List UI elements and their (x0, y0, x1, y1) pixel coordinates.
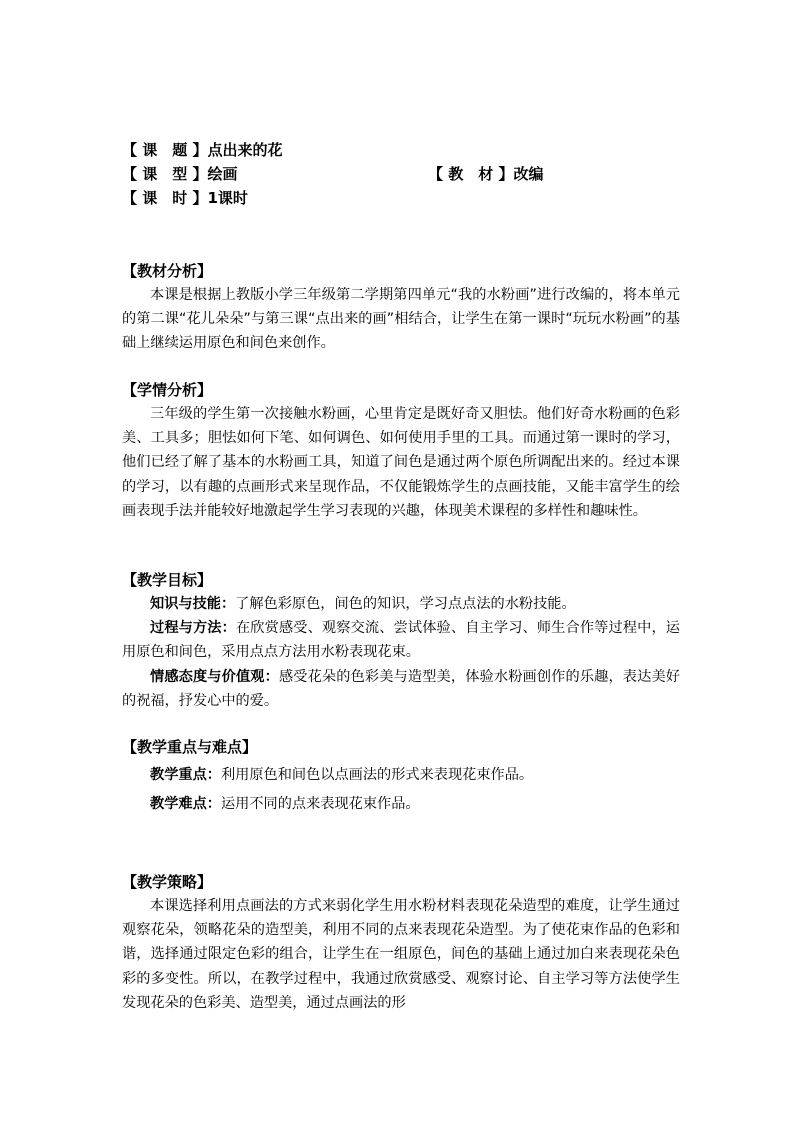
goal-knowledge (122, 592, 680, 616)
key-point (122, 763, 680, 788)
meta-type-label: 【 课 型 】 (122, 165, 208, 183)
goal-lead: 情感态度与价值观： (150, 668, 279, 685)
section-paragraph: 三年级的学生第一次接触水粉画，心里肯定是既好奇又胆怯。他们好奇水粉画的色彩美、工具多；胆怯如何下笔、如何调色、如何使用手里的工具。而通过第一课时的学习，他们已经了解了基本的水粉画工具，知道了间色是通过两个原色所调配出来的。经过本课的学习，以有趣的点画形式来呈现作品，不仅能锻炼学生的点画技能，又能丰富学生的绘画表现手法并能较好地激起学生学习表现的兴趣，体现美术课程的多样性和趣味性。 (122, 406, 680, 519)
section-heading: 【教材分析】 (122, 262, 213, 280)
goal-attitude (122, 665, 680, 713)
section-heading: 【教学策略】 (122, 873, 213, 891)
goal-process (122, 616, 680, 664)
goal-text: 了解色彩原色，间色的知识，学习点点法的水粉技能。 (235, 596, 576, 612)
section-student-analysis (122, 378, 680, 523)
section-heading: 【学情分析】 (122, 381, 213, 399)
section-paragraph: 本课选择利用点画法的方式来弱化学生用水粉材料表现花朵造型的难度，让学生通过观察花朵，领略花朵的造型美，利用不同的点来表现花朵造型。为了使花束作品的色彩和谐，选择通过限定色彩的组合，让学生在一组原色，间色的基础上通过加白来表现花朵色彩的多变性。所以，在教学过程中，我通过欣赏感受、观察讨论、自主学习等方法使学生发现花朵的色彩美、造型美，通过点画法的形 (122, 898, 680, 1011)
key-point-text: 利用原色和间色以点画法的形式来表现花束作品。 (220, 767, 534, 783)
section-heading: 【教学重点与难点】 (122, 738, 258, 756)
section-key-points (122, 735, 680, 817)
meta-topic (122, 140, 282, 160)
meta-type-value: 绘画 (207, 165, 238, 183)
meta-material-label: 【 教 材 】 (428, 165, 514, 183)
difficult-point (122, 792, 680, 817)
section-heading: 【教学目标】 (122, 571, 213, 589)
meta-topic-label: 【 课 题 】 (122, 141, 208, 159)
goal-lead: 知识与技能： (150, 596, 236, 612)
meta-topic-value: 点出来的花 (207, 141, 283, 159)
section-teaching-goals (122, 568, 680, 713)
goal-text: 在欣赏感受、观察交流、尝试体验、自主学习、师生合作等过程中，运用原色和间色，采用点点方法用水粉表现花束。 (122, 620, 680, 661)
key-point-lead: 教学重点： (150, 767, 221, 783)
meta-hours (122, 188, 248, 208)
key-point-text: 运用不同的点来表现花束作品。 (220, 796, 420, 812)
section-teaching-strategy (122, 870, 680, 1015)
goal-lead: 过程与方法： (150, 620, 236, 637)
meta-material-value: 改编 (513, 165, 544, 183)
meta-hours-label: 【 课 时 】 (122, 189, 208, 207)
key-point-lead: 教学难点： (150, 796, 221, 812)
section-material-analysis (122, 259, 680, 356)
meta-hours-value: 1课时 (207, 189, 248, 207)
section-paragraph: 本课是根据上教版小学三年级第二学期第四单元“我的水粉画”进行改编的，将本单元的第二课“花儿朵朵”与第三课“点出来的画”相结合，让学生在第一课时“玩玩水粉画”的基础上继续运用原色和间色来创作。 (122, 287, 680, 352)
meta-type (122, 164, 237, 184)
meta-material (428, 164, 543, 184)
goal-text: 感受花朵的色彩美与造型美，体验水粉画创作的乐趣，表达美好的祝福，抒发心中的爱。 (122, 668, 680, 709)
